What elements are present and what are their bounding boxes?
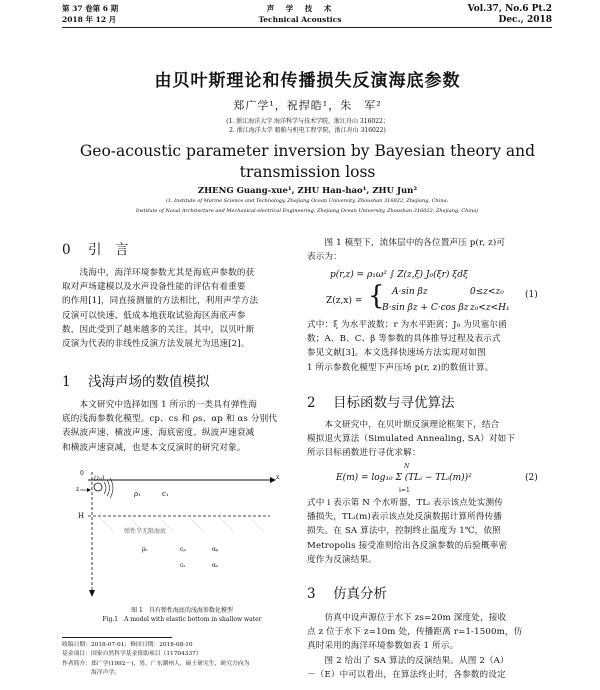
equation-1-Z: Z(z,x) =	[326, 296, 363, 306]
figure-1-caption-cn: 图 1 具有弹性海底的浅海参数化模型	[131, 607, 233, 614]
section-2-text-b	[307, 496, 552, 567]
section-2-text	[307, 418, 552, 461]
text-line: 底的浅海参数化模型。cp、cs 和 ρs、αp 和 αs 分别代	[62, 414, 278, 425]
title-en-line2: transmission loss	[239, 163, 376, 181]
text-line: 式中 i 表示第 N 个水听器，TLᵢ 表示该点处实测传	[307, 498, 503, 508]
section-1-heading	[62, 370, 210, 390]
journal-volume-en: Vol.37, No.6 Pt.2	[467, 4, 552, 14]
section-title: 引 言	[88, 242, 129, 258]
text-line: Metropolis 接受准则给出各反演参数的后验概率密	[307, 540, 508, 551]
text-line: 反演为代表的非线性反演方法发展尤为迅速[2]。	[62, 339, 250, 350]
affiliation-cn-1: (1. 浙江海洋大学 海洋科学与技术学院，浙江舟山 316022；	[226, 118, 389, 125]
footnote-fund: 基金项目：国家自然科学基金资助项目（11704337）	[62, 651, 202, 658]
equation-1-line1: p(r,z) = ρ₁ω² ∫ Z(z,ξ) J₀(ξr) ξdξ	[330, 270, 468, 280]
journal-name-cn: 声 学 技 术	[266, 4, 334, 13]
equation-2-sum-upper: N	[404, 463, 410, 470]
figure-label-source-depth: (z₀)	[94, 475, 105, 482]
text-line: 的作用[1]，同直接测量的方法相比，利用声学方法	[62, 296, 259, 307]
equation-1-case2: B·sin βz + C·cos βz	[382, 303, 469, 313]
text-line: 浅海中，海洋环境参数尤其是海底声参数的获	[62, 268, 255, 278]
text-line: 和横波声速衰减，也是本文反演时的研究对象。	[62, 442, 246, 453]
text-line: －（E）中可以看出，在算法终止时，各参数的设定	[307, 669, 506, 680]
section-title: 浅海声场的数值模拟	[88, 374, 210, 390]
section-title: 目标函数与寻优算法	[333, 395, 455, 411]
header-rule	[62, 27, 552, 28]
affiliation-cn-2: 2. 浙江海洋大学 船舶与机电工程学院，浙江舟山 316022)	[229, 127, 386, 134]
equation-1-description	[307, 318, 552, 375]
footnote-received: 收稿日期：2018-07-01；修回日期：2018-08-10	[62, 642, 193, 648]
section-3-heading	[307, 582, 387, 602]
section-2-heading	[307, 391, 455, 411]
text-line: 所示目标函数进行寻优求解：	[307, 448, 421, 459]
section-1-text	[62, 398, 300, 455]
figure-label-z: z	[76, 486, 80, 493]
section-0-text	[62, 266, 300, 351]
text-line: 仿真中设声源位于水下 zs=20m 深度处，接收	[307, 613, 507, 623]
source-icon	[94, 483, 102, 491]
right-intro	[307, 236, 552, 264]
affiliation-en-1: (1. Institute of Marine Science and Technology, Zhejiang Ocean University, Zhoushan 316022, Zhejiang, China;	[165, 198, 449, 204]
text-line: 反演可以快速、低成本地获取试验海区海底声参	[62, 310, 246, 321]
text-line: 1 所示参数化模型下声压场 p(r, z)的数值计算。	[307, 362, 494, 373]
figure-label-cs: cₛ	[180, 562, 186, 569]
journal-volume: 第 37 卷第 6 期	[62, 4, 119, 13]
text-line: 模拟退火算法（Simulated Annealing, SA）对如下	[307, 434, 516, 445]
equation-1-cond1: 0≤z<z₀	[470, 287, 504, 297]
footnote	[62, 641, 249, 679]
text-line: 本文研究中选择如图 1 所示的一类具有弹性海	[62, 400, 258, 410]
equation-1-cond2: z₀<z<H₁	[470, 303, 510, 313]
text-line: 本文研究中，在贝叶斯反演理论框架下，结合	[307, 420, 500, 430]
section-0-heading	[62, 238, 129, 258]
equation-1-number: (1)	[525, 290, 538, 300]
figure-label-H: H	[78, 512, 85, 520]
equation-1-case1: A·sin βz	[392, 287, 428, 297]
text-line: 表示为：	[307, 252, 342, 263]
figure-label-elastic-halfspace: 弹性半无限海底	[124, 528, 167, 535]
authors-en: ZHENG Guang-xue¹, ZHU Han-hao¹, ZHU Jun²	[197, 186, 418, 196]
title-en-line1: Geo-acoustic parameter inversion by Bayesian theory and	[79, 142, 536, 160]
text-line: 表纵波声速、横波声速、海底密度、纵波声速衰减	[62, 428, 255, 439]
text-line: 图 2 给出了 SA 算法的反演结果。从图 2（A）	[307, 655, 509, 666]
figure-1	[70, 462, 285, 602]
text-line: 式中：ξ 为水平波数；r 为水平距离；J₀ 为贝塞尔函	[307, 320, 507, 330]
text-line: 播损失，TLᵢ(m)表示该点处反演数据计算所得传播	[307, 512, 503, 523]
footnote-author: 作者简介：郑广学(1992－)，男，广东潮州人，硕士研究生，研究方向为	[62, 660, 250, 667]
text-line: 数，因此受到了越来越多的关注。其中，以贝叶斯	[62, 324, 255, 335]
journal-name-en: Technical Acoustics	[258, 15, 342, 24]
figure-1-caption-en: Fig.1 A model with elastic bottom in shallow water	[102, 616, 262, 623]
affiliation-en-2: Institute of Naval Architecture and Mechanical-electrical Engineering, Zhejiang Ocean University, Zhoushan 316022, Zhejiang, China)	[135, 207, 479, 214]
text-line: 数；A、B、C、β 等参数的具体推导过程及表示式	[307, 334, 501, 345]
figure-label-c1: c₁	[162, 490, 169, 498]
text-line: 度作为反演结果。	[307, 554, 377, 565]
equation-2: E(m) = log₁₀ Σ (TLᵢ − TLᵢ(m))²	[336, 473, 472, 483]
journal-date-en: Dec., 2018	[498, 15, 552, 25]
equation-2-sum-lower: i=1	[399, 487, 410, 494]
figure-label-origin: 0	[80, 470, 84, 477]
figure-label-rho1: ρ₁	[134, 490, 141, 498]
section-number: 0	[62, 242, 71, 258]
authors-cn: 郑广学¹，祝捍皓¹，朱 军²	[233, 99, 382, 112]
section-title: 仿真分析	[333, 586, 387, 602]
figure-label-alphas: αₛ	[212, 562, 219, 569]
text-line: 取对声场建模以及水声设备性能的评估有着重要	[62, 282, 246, 293]
figure-label-alphap: αₚ	[212, 546, 219, 553]
equation-2-number: (2)	[525, 473, 538, 483]
title-cn: 由贝叶斯理论和传播损失反演海底参数	[154, 71, 461, 91]
footnote-rule	[62, 637, 172, 638]
section-number: 2	[307, 395, 316, 411]
text-line: 点 z 位于水下 z=10m 处，传播距离 r=1-1500m，仿	[307, 627, 523, 638]
equation-1-brace: {	[368, 281, 385, 311]
footnote-author-cont: 海洋声学。	[62, 670, 120, 677]
section-number: 1	[62, 374, 71, 390]
section-3-text	[307, 611, 552, 682]
section-number: 3	[307, 586, 316, 602]
text-line: 图 1 模型下，流体层中的各位置声压 p(r, z)可	[307, 238, 506, 248]
figure-label-rhos: ρₛ	[142, 546, 148, 553]
figure-1-diagram	[70, 462, 285, 602]
text-line: 损失。在 SA 算法中，控制终止温度为 1℃，依照	[307, 526, 501, 537]
text-line: 参见文献[3]。本文选择快速场方法实现对如图	[307, 348, 486, 359]
affiliation-en	[62, 197, 552, 216]
figure-label-x: x	[276, 474, 280, 481]
text-line: 真时采用的海洋环境参数如表 1 所示。	[307, 641, 459, 652]
journal-date: 2018 年 12 月	[62, 15, 117, 24]
figure-label-cp: cₚ	[180, 546, 186, 553]
